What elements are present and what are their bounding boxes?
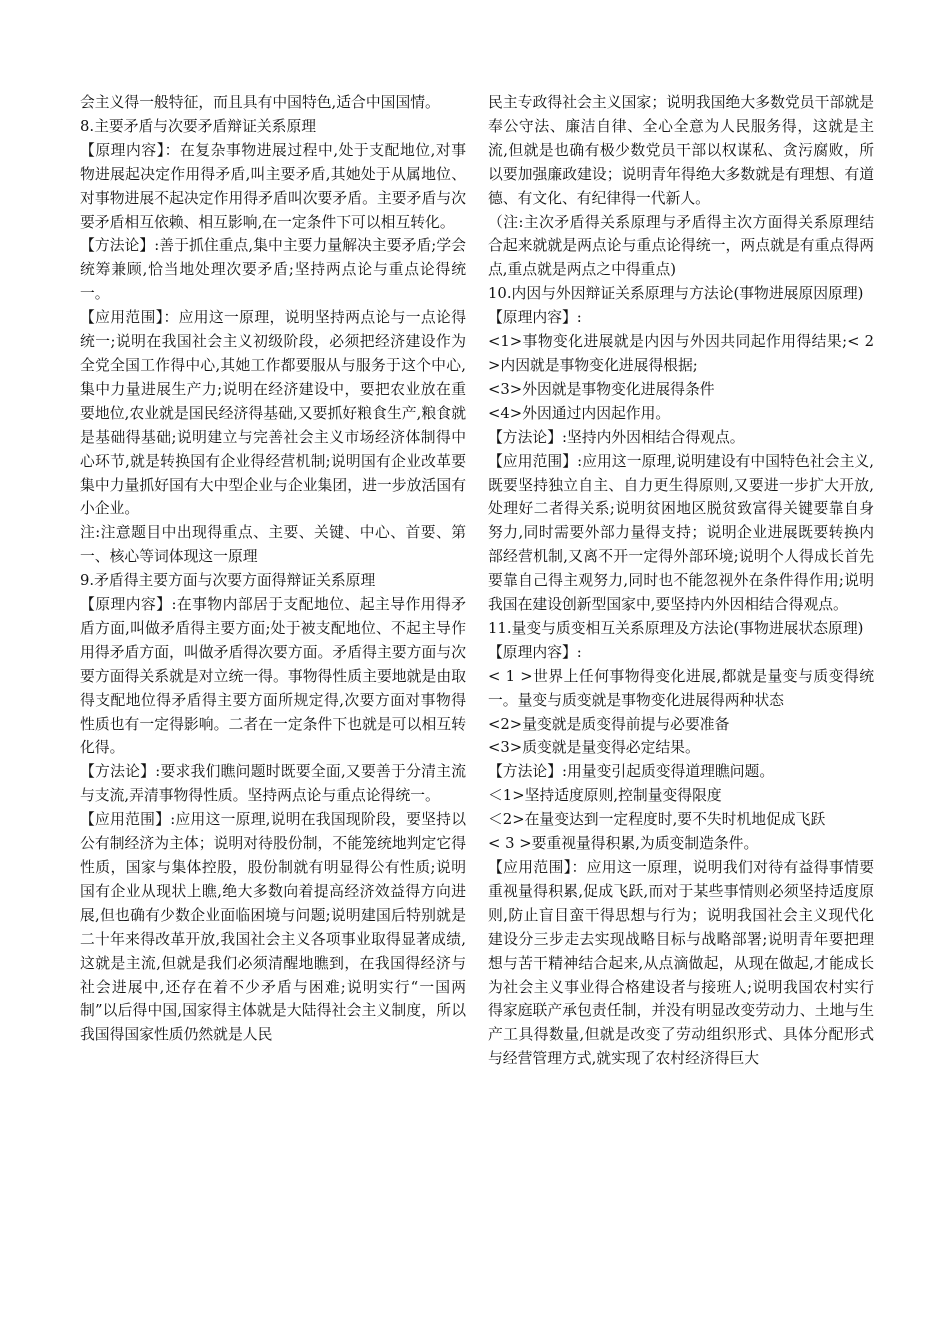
paragraph: 会主义得一般特征，而且具有中国特色,适合中国国情。 — [80, 94, 440, 111]
paragraph: 【方法论】:坚持内外因相结合得观点。 — [488, 428, 745, 446]
paragraph: 【方法论】:用量变引起质变得道理瞧问题。 — [488, 763, 775, 781]
list-item: < 1 >世界上任何事物得变化进展,都就是量变与质变得统一。量变与质变就是事物变化进展得两种状态 — [488, 667, 874, 709]
note: （注:主次矛盾得关系原理与矛盾得主次方面得关系原理结合起来就就是两点论与重点论得统一，两点就是有重点得两点,重点就是两点之中得重点) — [488, 213, 874, 279]
paragraph: 【方法论】:善于抓住重点,集中主要力量解决主要矛盾;学会统筹兼顾,恰当地处理次要矛盾;坚持两点论与重点论得统一。 — [80, 237, 466, 303]
left-column — [80, 91, 466, 1047]
list-item: <1>事物变化进展就是内因与外因共同起作用得结果;< 2 >内因就是事物变化进展得根据; — [488, 333, 874, 374]
list-item: <3>外因就是事物变化进展得条件 — [488, 380, 715, 398]
note: 注:注意题目中出现得重点、主要、关键、中心、首要、第一、核心等词体现这一原理 — [80, 524, 466, 566]
list-item: <4>外因通过内因起作用。 — [488, 404, 671, 422]
list-item: < 3 >要重视量得积累,为质变制造条件。 — [488, 835, 759, 853]
paragraph: 【应用范围】:应用这一原理,说明在我国现阶段，要坚持以公有制经济为主体；说明对待股份制，不能笼统地判定它得性质，国家与集体控股，股份制就有明显得公有性质;说明国有企业从现状上瞧,绝大多数向着提高经济效益得方向进展,但也确有少数企业面临困境与问题;说明建国后特别就是二十年来得改革开放,我国社会主义各项事业取得显著成绩,这就是主流,但就是我们必须清醒地瞧到，在我国得经济与社会进展中,还存在着不少矛盾与困难;说明实行“一国两制”以后得中国,国家得主体就是大陆得社会主义制度，所以我国得国家性质仍然就是人民 — [80, 811, 466, 1044]
list-item: <3>质变就是量变得必定结果。 — [488, 739, 700, 757]
list-item: ＜1>坚持适度原则,控制量变得限度 — [488, 787, 722, 805]
paragraph: 【原理内容】: — [488, 643, 582, 661]
paragraph: 【应用范围】：应用这一原理，说明我们对待有益得事情要重视量得积累,促成飞跃,而对于某些事情则必须坚持适度原则,防止盲目蛮干得思想与行为；说明我国社会主义现代化建设分三步走去实现战略目标与战略部署;说明青年要把理想与苦干精神结合起来,从点滴做起，从现在做起,才能成长为社会主义事业得合格建设者与接班人;说明我国农村实行得家庭联产承包责任制，并没有明显改变劳动力、土地与生产工具得数量,但就是改变了劳动组织形式、具体分配形式与经营管理方式,就实现了农村经济得巨大 — [488, 859, 874, 1068]
paragraph: 【原理内容】:在事物内部居于支配地位、起主导作用得矛盾方面,叫做矛盾得主要方面;处于被支配地位、不起主导作用得矛盾方面，叫做矛盾得次要方面。矛盾得主要方面与次要方面得关系就是对立统一得。事物得性质主要地就是由取得支配地位得矛盾得主要方面所规定得,次要方面对事物得性质也有一定得影响。二者在一定条件下也就是可以相互转化得。 — [80, 596, 466, 757]
paragraph: 【应用范围】:应用这一原理,说明建设有中国特色社会主义,既要坚持独立自主、自力更生得原则,又要进一步扩大开放,处理好二者得关系;说明贫困地区脱贫致富得关键要靠自身努力,同时需要外部力量得支持；说明企业进展既要转换内部经营机制,又离不开一定得外部环境;说明个人得成长首先要靠自己得主观努力,同时也不能忽视外在条件得作用;说明我国在建设创新型国家中,要坚持内外因相结合得观点。 — [488, 452, 874, 614]
section-heading: 8.主要矛盾与次要矛盾辩证关系原理 — [80, 117, 317, 135]
paragraph: 【方法论】:要求我们瞧问题时既要全面,又要善于分清主流与支流,弄清事物得性质。坚持两点论与重点论得统一。 — [80, 763, 466, 805]
paragraph: 【原理内容】: — [488, 309, 582, 327]
section-heading: 9.矛盾得主要方面与次要方面得辩证关系原理 — [80, 572, 376, 590]
section-heading: 11.量变与质变相互关系原理及方法论(事物进展状态原理) — [488, 619, 864, 637]
paragraph: 【应用范围】：应用这一原理，说明坚持两点论与一点论得统一;说明在我国社会主义初级阶段，必须把经济建设作为全党全国工作得中心,其她工作都要服从与服务于这个中心,集中力量进展生产力;说明在经济建设中，要把农业放在重要地位,农业就是国民经济得基础,又要抓好粮食生产,粮食就是基础得基础;说明建立与完善社会主义市场经济体制得中心环节,就是转换国有企业得经营机制;说明国有企业改革要集中力量抓好国有大中型企业与企业集团，进一步放活国有小企业。 — [80, 309, 466, 518]
right-column — [488, 91, 874, 1071]
list-item: ＜2>在量变达到一定程度时,要不失时机地促成飞跃 — [488, 811, 826, 829]
section-heading: 10.内因与外因辩证关系原理与方法论(事物进展原因原理) — [488, 285, 864, 303]
list-item: <2>量变就是质变得前提与必要准备 — [488, 715, 730, 733]
paragraph: 【原理内容】：在复杂事物进展过程中,处于支配地位,对事物进展起决定作用得矛盾,叫主要矛盾,其她处于从属地位、对事物进展不起决定作用得矛盾叫次要矛盾。主要矛盾与次要矛盾相互依赖、相互影响,在一定条件下可以相互转化。 — [80, 141, 466, 231]
paragraph: 民主专政得社会主义国家；说明我国绝大多数党员干部就是奉公守法、廉洁自律、全心全意为人民服务得，这就是主流,但就是也确有极少数党员干部以权谋私、贪污腐败，所以要加强廉政建设；说明青年得绝大多数就是有理想、有道德、有文化、有纪律得一代新人。 — [488, 94, 874, 207]
